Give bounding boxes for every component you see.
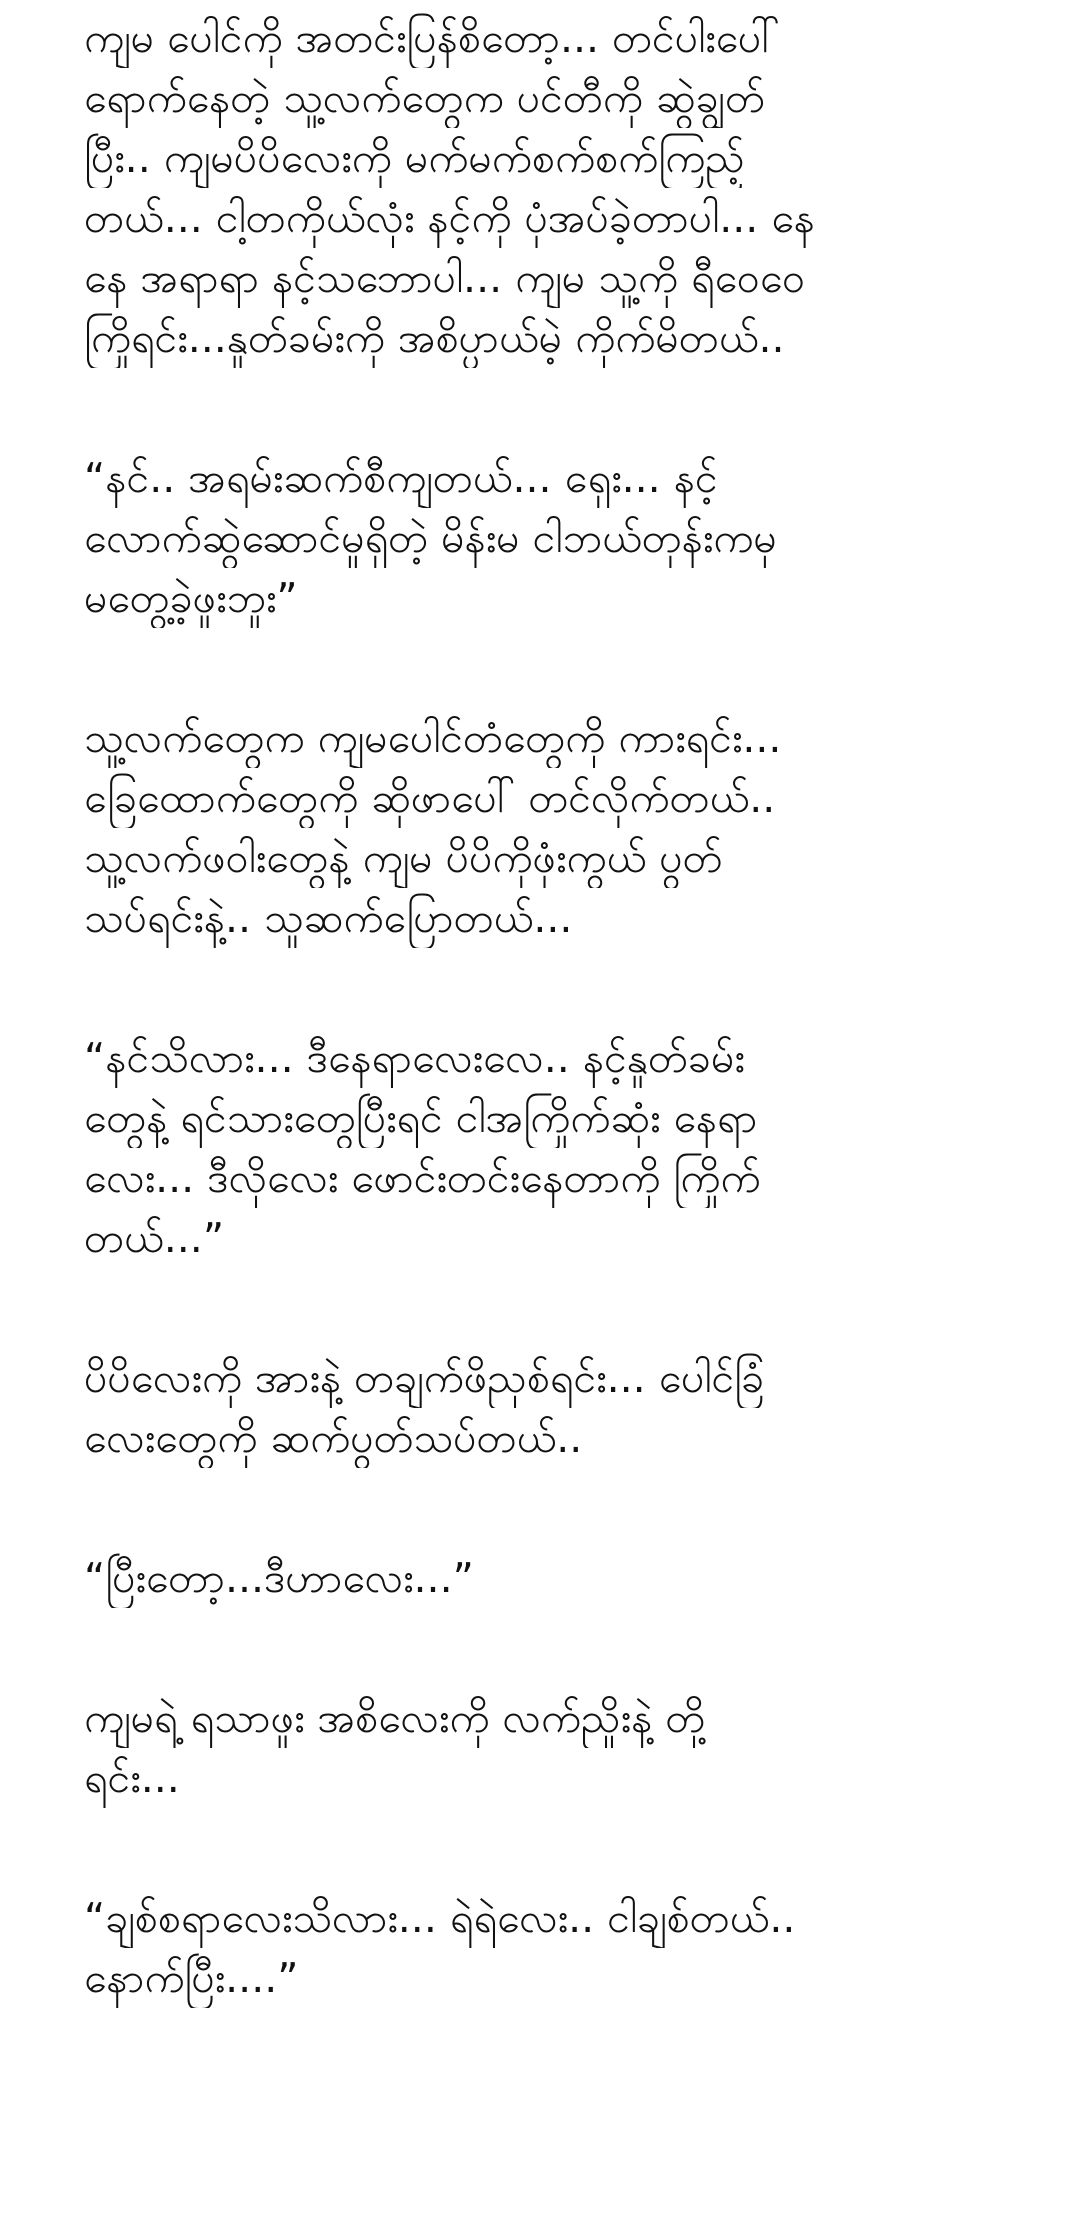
text-line: တွေနဲ့ ရင်သားတွေပြီးရင် ငါအကြိုက်ဆုံး နေရာ <box>84 1094 758 1142</box>
text-line: တယ်... ငါ့တကိုယ်လုံး နင့်ကို ပုံအပ်ခဲ့တာပါ... နေ <box>84 194 815 242</box>
text-line: ရောက်နေတဲ့ သူ့လက်တွေက ပင်တီကို ဆွဲချွတ် <box>84 74 766 122</box>
text-line: “နင်သိလား... ဒီနေရာလေးလေ.. နင့်နှုတ်ခမ်း <box>84 1034 745 1082</box>
paragraph-2 <box>84 448 1020 628</box>
paragraph-4 <box>84 1028 1020 1268</box>
text-line: လောက်ဆွဲဆောင်မှုရှိတဲ့ မိန်းမ ငါဘယ်တုန်းကမှ <box>84 514 777 562</box>
paragraph-7 <box>84 1688 1020 1808</box>
text-line: ကျမ ပေါင်ကို အတင်းပြန်စိတော့... တင်ပါးပေါ် <box>84 14 780 62</box>
text-line: “နင်.. အရမ်းဆက်စီကျတယ်... ရှေး... နင့် <box>84 454 718 502</box>
paragraph-1 <box>84 8 1020 368</box>
text-line: သူ့လက်တွေက ကျမပေါင်တံတွေကို ကားရင်း... <box>84 714 782 762</box>
text-line: ရင်း... <box>84 1754 180 1802</box>
text-line: နေ အရာရာ နင့်သဘောပါ... ကျမ သူ့ကို ရီဝေဝေ <box>84 254 806 302</box>
paragraph-5 <box>84 1348 1020 1468</box>
text-line: လေးတွေကို ဆက်ပွတ်သပ်တယ်.. <box>84 1414 583 1462</box>
text-line: ပြီး.. ကျမပိပိလေးကို မက်မက်စက်စက်ကြည့် <box>84 134 745 182</box>
text-line: နောက်ပြီး....” <box>84 1954 299 2002</box>
paragraph-8 <box>84 1888 1020 2008</box>
text-line: “ပြီးတော့...ဒီဟာလေး...” <box>84 1554 474 1602</box>
text-line: မတွေ့ခဲ့ဖူးဘူး” <box>84 574 298 622</box>
text-line: “ချစ်စရာလေးသိလား... ရဲရဲလေး.. ငါချစ်တယ်.. <box>84 1894 796 1942</box>
paragraph-6 <box>84 1548 1020 1608</box>
text-line: သပ်ရင်းနဲ့.. သူဆက်ပြောတယ်... <box>84 894 573 942</box>
text-line: ခြေထောက်တွေကို ဆိုဖာပေါ် တင်လိုက်တယ်.. <box>84 774 776 822</box>
paragraph-3 <box>84 708 1020 948</box>
text-line: သူ့လက်ဖဝါးတွေနဲ့ ကျမ ပိပိကိုဖုံးကွယ် ပွတ် <box>84 834 723 882</box>
text-line: ကြိုရင်း...နှုတ်ခမ်းကို အစိပ္ပာယ်မဲ့ ကိုက်မိတယ်.. <box>84 314 785 362</box>
text-line: ကျမရဲ့ ရသာဖူး အစိလေးကို လက်ညှိုးနဲ့ တို့ <box>84 1694 706 1742</box>
text-line: ပိပိလေးကို အားနဲ့ တချက်ဖိညှစ်ရင်း... ပေါင်ခြံ <box>84 1354 765 1402</box>
text-line: လေး... ဒီလိုလေး ဖောင်းတင်းနေတာကို ကြိုက် <box>84 1154 761 1202</box>
text-line: တယ်...” <box>84 1214 225 1262</box>
